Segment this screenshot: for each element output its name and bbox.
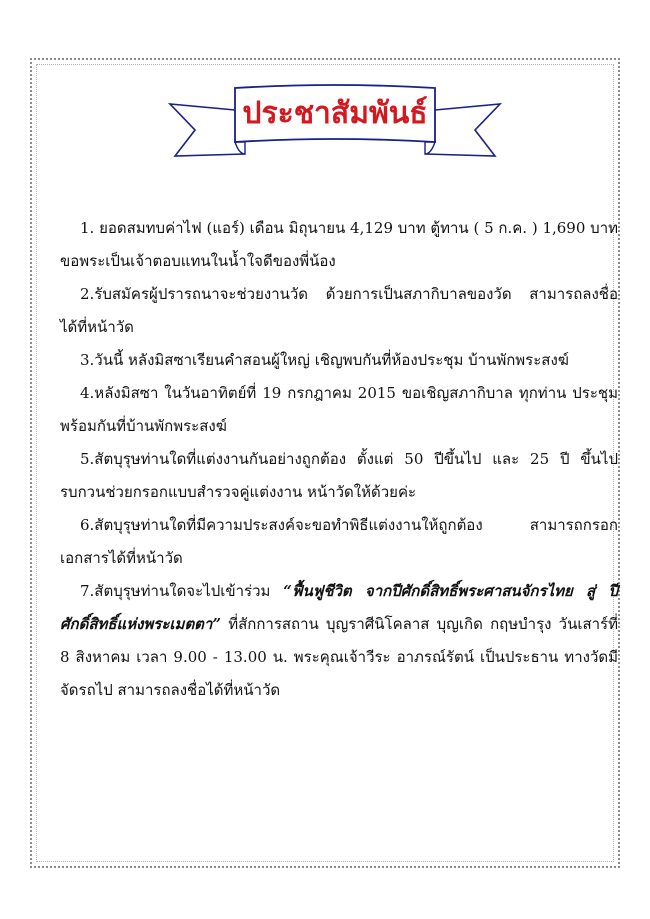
page-title: ประชาสัมพันธ์ xyxy=(242,96,428,131)
announcement-list xyxy=(60,212,618,707)
event-name-highlight: “ฟื้นฟูชีวิต จากปีศักดิ์สิทธิ์พระศาสนจักรไทย สู่ ปีศักดิ์สิทธิ์แห่งพระเมตตา” xyxy=(60,582,619,633)
announcement-item-6: 6.สัตบุรุษท่านใดที่มีความประสงค์จะขอทำพิธีแต่งงานให้ถูกต้อง สามารถกรอกเอกสารได้ที่หน้าวัด xyxy=(60,516,618,567)
title-ribbon-banner xyxy=(135,82,535,162)
announcement-item-2: 2.รับสมัครผู้ปรารถนาจะช่วยงานวัด ด้วยการเป็นสภากิบาลของวัด สามารถลงชื่อได้ที่หน้าวัด xyxy=(60,285,618,336)
announcement-item-1: 1. ยอดสมทบค่าไฟ (แอร์) เดือน มิถุนายน 4,129 บาท ตู้ทาน ( 5 ก.ค. ) 1,690 บาท ขอพระเป็นเจ้าตอบแทนในน้ำใจดีของพี่น้อง xyxy=(60,219,618,270)
announcement-item-4: 4.หลังมิสซา ในวันอาทิตย์ที่ 19 กรกฎาคม 2015 ขอเชิญสภากิบาล ทุกท่าน ประชุมพร้อมกันที่บ้านพักพระสงฆ์ xyxy=(60,384,618,435)
announcement-item-3: 3.วันนี้ หลังมิสซาเรียนคำสอนผู้ใหญ่ เชิญพบกันที่ห้องประชุม บ้านพักพระสงฆ์ xyxy=(80,351,569,369)
announcement-item-7 xyxy=(60,575,618,707)
announcement-item-7-lead: 7.สัตบุรุษท่านใดจะไปเข้าร่วม xyxy=(80,582,284,600)
announcement-item-5: 5.สัตบุรุษท่านใดที่แต่งงานกันอย่างถูกต้อง ตั้งแต่ 50 ปีขึ้นไป และ 25 ปี ขึ้นไป รบกวนช่วยกรอกแบบสำรวจคู่แต่งงาน หน้าวัดให้ด้วยค่ะ xyxy=(60,450,618,501)
announcement-item-7-details: ที่สักการสถาน บุญราศีนิโคลาส บุญเกิด กฤษบำรุง วันเสาร์ที่ 8 สิงหาคม เวลา 9.00 - 13.00 น. พระคุณเจ้าวีระ อาภรณ์รัตน์ เป็นประธาน ทางวัดมีจัดรถไป สามารถลงชื่อได้ที่หน้าวัด xyxy=(60,615,618,699)
